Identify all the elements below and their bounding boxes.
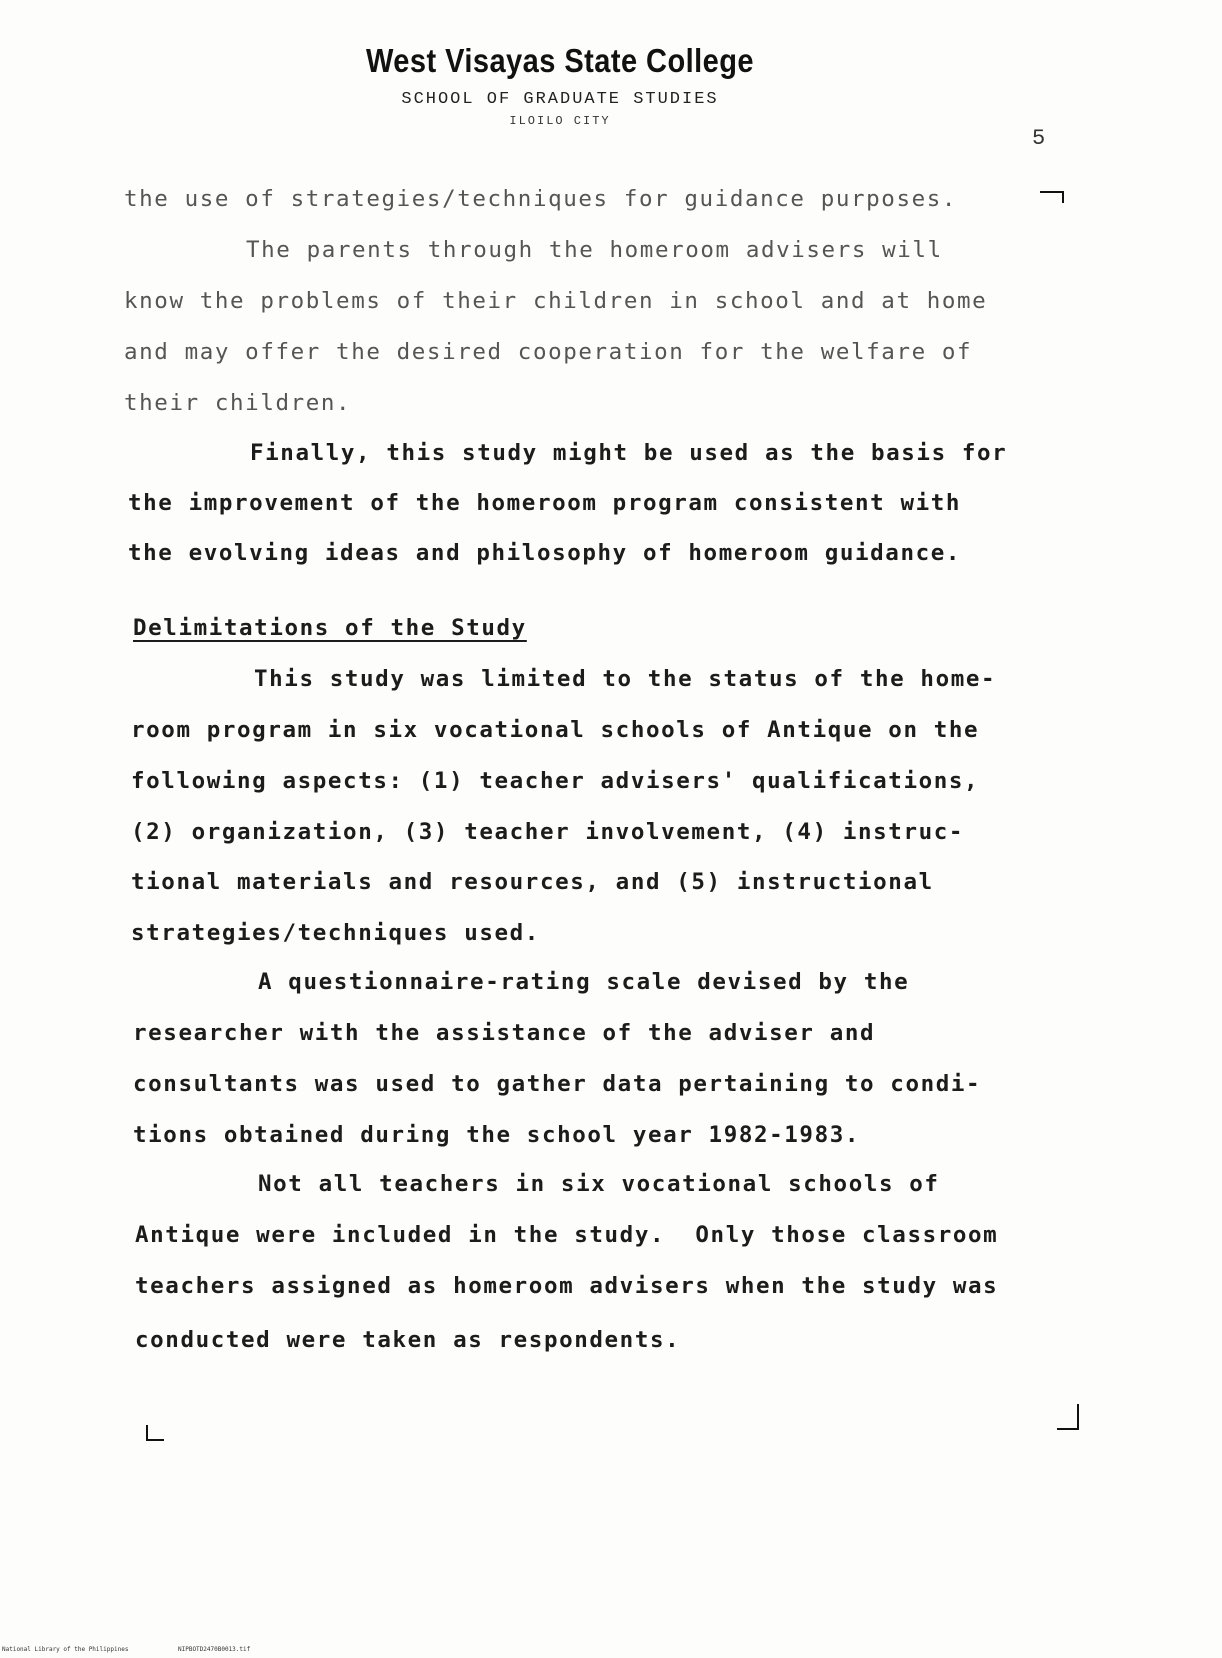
body-line: This study was limited to the status of the home-: [254, 666, 997, 692]
section-heading: Delimitations of the Study: [133, 615, 527, 641]
footer-file-code: NIPBOTD2470B0013.tif: [178, 1646, 251, 1653]
page-corner-mark-bottom-left: [146, 1425, 164, 1441]
body-line: A questionnaire-rating scale devised by the: [258, 969, 910, 995]
body-line: (2) organization, (3) teacher involvement, (4) instruc-: [131, 819, 965, 845]
body-line: the improvement of the homeroom program consistent with: [128, 490, 962, 516]
body-line: room program in six vocational schools of Antique on the: [131, 717, 980, 743]
body-line: following aspects: (1) teacher advisers' qualifications,: [131, 768, 980, 794]
body-line: tional materials and resources, and (5) instructional: [131, 869, 934, 895]
city-name: ILOILO CITY: [509, 114, 611, 128]
footer-library: National Library of the Philippines: [2, 1646, 129, 1653]
body-line: know the problems of their children in school and at home: [124, 288, 988, 314]
body-line: Antique were included in the study. Only those classroom: [135, 1222, 999, 1248]
body-line: researcher with the assistance of the adviser and: [133, 1020, 876, 1046]
body-line: strategies/techniques used.: [131, 920, 540, 946]
body-line: Not all teachers in six vocational schools of: [258, 1171, 940, 1197]
body-line: Finally, this study might be used as the basis for: [250, 440, 1008, 466]
page-number: 5: [1032, 126, 1046, 151]
body-line: the evolving ideas and philosophy of homeroom guidance.: [128, 540, 962, 566]
body-line: conducted were taken as respondents.: [135, 1327, 681, 1353]
body-line: the use of strategies/techniques for guidance purposes.: [124, 186, 958, 212]
body-line: consultants was used to gather data pertaining to condi-: [133, 1071, 982, 1097]
school-name: SCHOOL OF GRADUATE STUDIES: [401, 90, 719, 109]
college-name: West Visayas State College: [365, 42, 755, 79]
body-line: tions obtained during the school year 1982-1983.: [133, 1122, 861, 1148]
body-line: The parents through the homeroom advisers will: [246, 237, 943, 263]
page-corner-mark-top-right: [1040, 191, 1064, 203]
body-line: their children.: [124, 390, 352, 416]
body-line: teachers assigned as homeroom advisers when the study was: [135, 1273, 999, 1299]
page-corner-mark-bottom-right: [1057, 1404, 1079, 1430]
body-line: and may offer the desired cooperation for the welfare of: [124, 339, 973, 365]
